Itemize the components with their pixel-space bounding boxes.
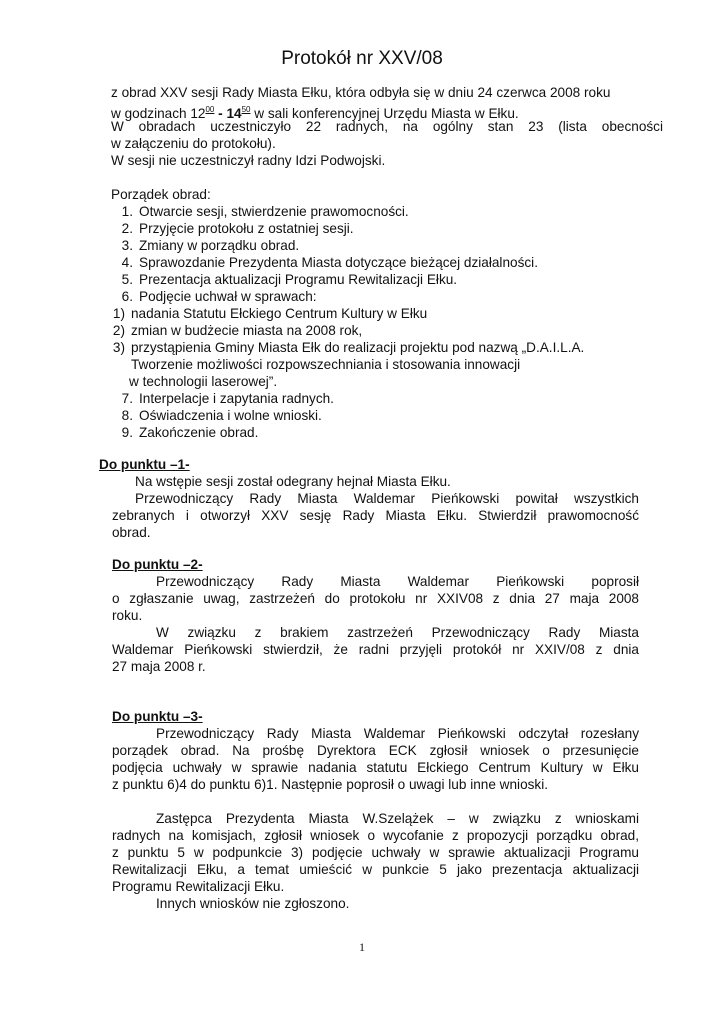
intro-line-1: z obrad XXV sesji Rady Miasta Ełku, która odbyła się w dniu 24 czerwca 2008 roku xyxy=(111,85,611,100)
intro-line-5: W sesji nie uczestniczył radny Idzi Podwojski. xyxy=(111,153,386,168)
section-line: Przewodniczący Rady Miasta Waldemar Pieńkowski poprosił xyxy=(156,574,639,589)
agenda-item: 2. Przyjęcie protokołu z ostatniej sesji. xyxy=(121,221,354,236)
agenda xyxy=(111,186,671,441)
section-line: roku. xyxy=(112,608,143,623)
intro-time-end: - 14 xyxy=(214,106,242,121)
agenda-item: 8. Oświadczenia i wolne wnioski. xyxy=(121,408,322,423)
section-line: W związku z brakiem zastrzeżeń Przewodniczący Rady Miasta xyxy=(156,625,639,640)
agenda-item: 7. Interpelacje i zapytania radnych. xyxy=(121,391,334,406)
section-heading: Do punktu –1- xyxy=(99,457,190,472)
agenda-heading: Porządek obrad: xyxy=(111,187,211,202)
section-line: Rewitalizacji Ełku, a temat umieścić w punkcie 5 jako prezentacja aktualizacji xyxy=(112,862,639,877)
section-line: Innych wniosków nie zgłoszono. xyxy=(156,896,350,911)
section-line: porządek obrad. Na prośbę Dyrektora ECK zgłosił wniosek o przesunięcie xyxy=(112,743,639,758)
section-line: radnych na komisjach, zgłosił wniosek o wycofanie z propozycji porządku obrad, xyxy=(112,828,639,843)
section-line: obrad. xyxy=(112,525,151,540)
section-line: z punktu 6)4 do punktu 6)1. Następnie poprosił o uwagi lub inne wnioski. xyxy=(112,777,549,792)
agenda-subitem: 1) nadania Statutu Ełckiego Centrum Kultury w Ełku xyxy=(112,306,428,321)
intro-time-start: w godzinach 12 xyxy=(111,106,206,121)
section-line: Zastępca Prezydenta Miasta W.Szelążek – w związku z wnioskami xyxy=(156,811,639,826)
intro-time-end-minutes: 50 xyxy=(241,105,251,114)
section-point-1 xyxy=(99,456,639,541)
agenda-subitem-continuation: w technologii laserowej”. xyxy=(129,374,278,389)
agenda-item: 3. Zmiany w porządku obrad. xyxy=(121,238,300,253)
section-heading: Do punktu –3- xyxy=(112,709,203,724)
section-line: Programu Rewitalizacji Ełku. xyxy=(112,879,285,894)
section-line: Przewodniczący Rady Miasta Waldemar Pieńkowski powitał wszystkich xyxy=(135,491,639,506)
agenda-subitem: 2) zmian w budżecie miasta na 2008 rok, xyxy=(112,323,363,338)
page-number: 1 xyxy=(359,940,365,954)
agenda-item: 6. Podjęcie uchwał w sprawach: xyxy=(121,289,317,304)
intro-paragraph xyxy=(111,84,663,169)
section-heading: Do punktu –2- xyxy=(112,557,203,572)
section-line: o zgłaszanie uwag, zastrzeżeń do protokołu nr XXIV08 z dnia 27 maja 2008 xyxy=(112,591,639,606)
agenda-item: 9. Zakończenie obrad. xyxy=(121,425,259,440)
intro-time-start-minutes: 00 xyxy=(205,105,215,114)
section-spacer xyxy=(112,793,639,810)
section-line: podjęcia uchwały w sprawie nadania statutu Ełckiego Centrum Kultury w Ełku xyxy=(112,760,639,775)
agenda-subitem-continuation: Tworzenie możliwości rozpowszechniania i stosowania innowacji xyxy=(131,357,521,372)
section-line: 27 maja 2008 r. xyxy=(112,659,206,674)
section-line: Przewodniczący Rady Miasta Waldemar Pieńkowski odczytał rozesłany xyxy=(156,726,639,741)
intro-line-3: W obradach uczestniczyło 22 radnych, na ogólny stan 23 (lista obecności xyxy=(111,119,663,134)
section-point-2 xyxy=(112,556,639,675)
agenda-subitem: 3) przystąpienia Gminy Miasta Ełk do realizacji projektu pod nazwą „D.A.I.L.A. xyxy=(112,340,585,355)
section-point-3 xyxy=(112,708,639,912)
agenda-item: 5. Prezentacja aktualizacji Programu Rewitalizacji Ełku. xyxy=(121,272,458,287)
document-title: Protokół nr XXV/08 xyxy=(281,48,443,69)
agenda-item: 4. Sprawozdanie Prezydenta Miasta dotyczące bieżącej działalności. xyxy=(121,255,538,270)
intro-line-4: w załączeniu do protokołu). xyxy=(111,136,276,151)
section-line: zebranych i otworzył XXV sesję Rady Miasta Ełku. Stwierdził prawomocność xyxy=(112,508,639,523)
intro-line-2 xyxy=(111,101,663,121)
section-line: Waldemar Pieńkowski stwierdził, że radni przyjęli protokół nr XXIV/08 z dnia xyxy=(112,642,639,657)
agenda-item: 1. Otwarcie sesji, stwierdzenie prawomocności. xyxy=(121,204,409,219)
intro-location: w sali konferencyjnej Urzędu Miasta w Ełku. xyxy=(250,106,519,121)
section-line: Na wstępie sesji został odegrany hejnał Miasta Ełku. xyxy=(135,474,451,489)
section-line: z punktu 5 w podpunkcie 3) podjęcie uchwały w sprawie aktualizacji Programu xyxy=(112,845,639,860)
